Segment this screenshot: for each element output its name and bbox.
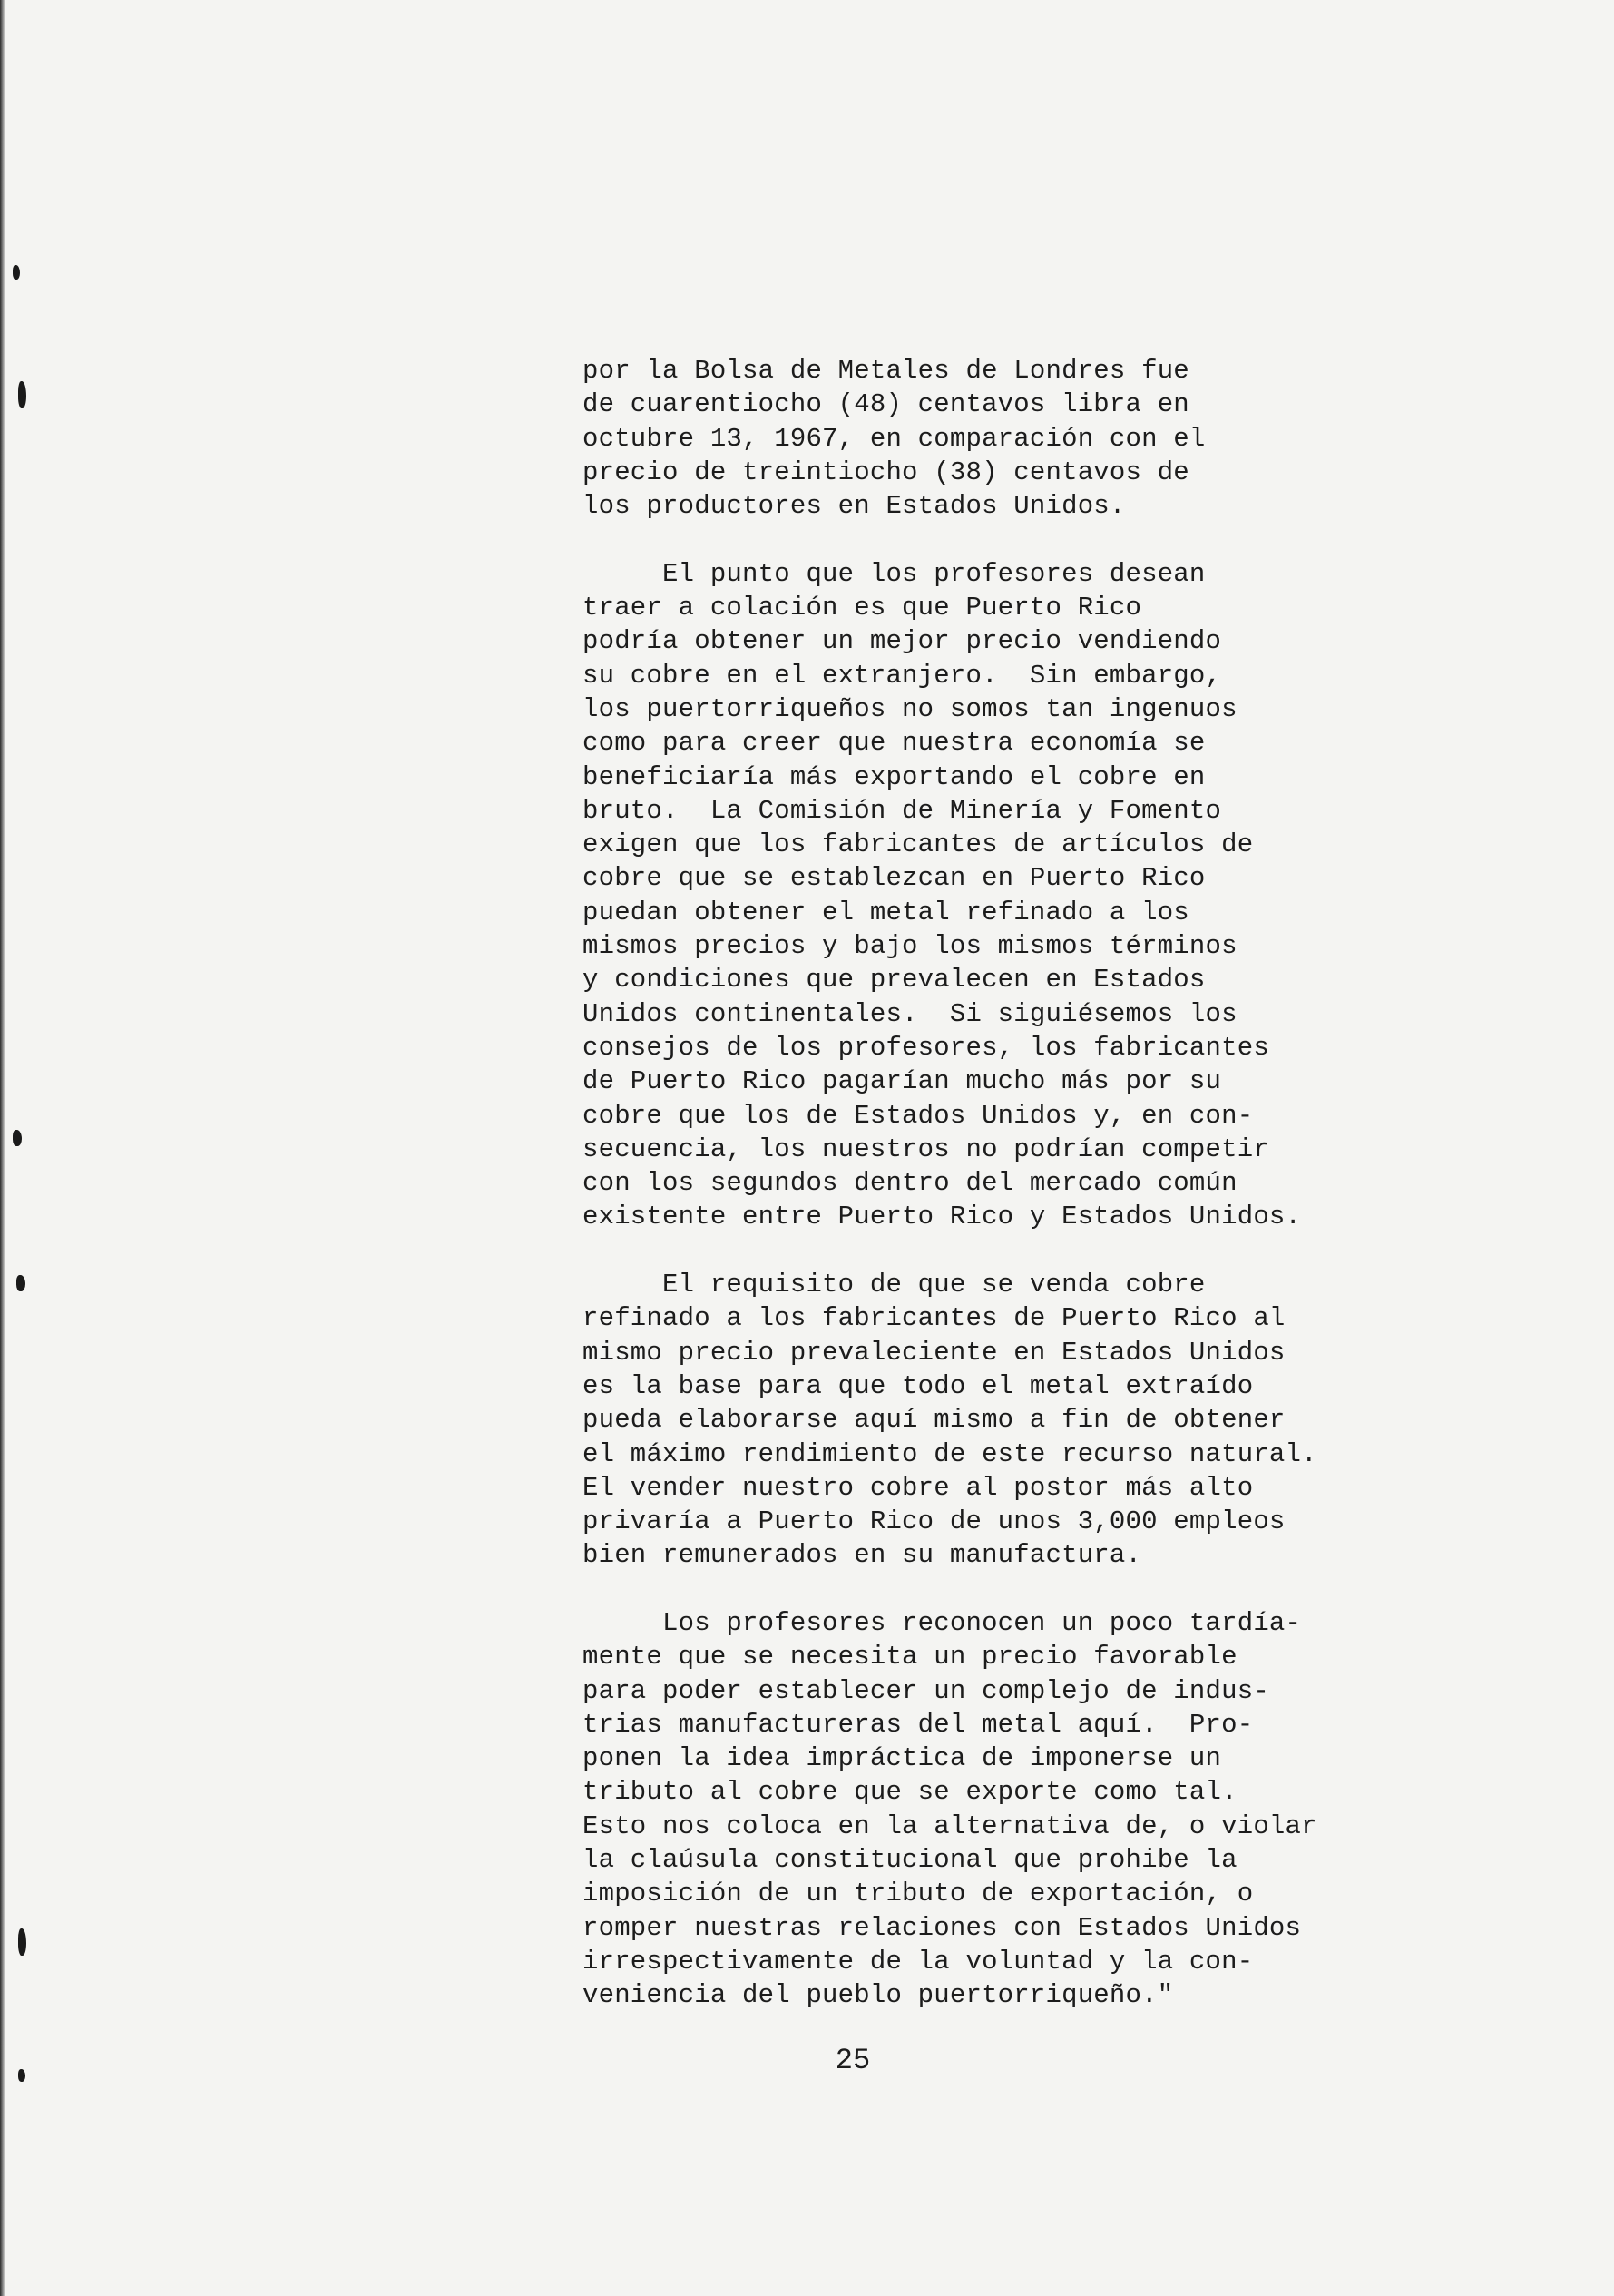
text-line: bien remunerados en su manufactura.	[582, 1540, 1142, 1571]
text-line: secuencia, los nuestros no podrían competir	[582, 1133, 1269, 1164]
text-line: refinado a los fabricantes de Puerto Rico al	[582, 1303, 1286, 1334]
text-line: de Puerto Rico pagarían mucho más por su	[582, 1066, 1222, 1097]
text-line: precio de treintiocho (38) centavos de	[582, 456, 1189, 487]
paragraph-spacer	[582, 523, 1490, 556]
text-line: la claúsula constitucional que prohibe la	[582, 1845, 1237, 1876]
text-line: traer a colación es que Puerto Rico	[582, 593, 1142, 623]
page-edge-shadow	[0, 0, 5, 2296]
paragraph-spacer	[582, 1234, 1490, 1268]
text-line: El requisito de que se venda cobre	[582, 1270, 1206, 1300]
text-line: mismo precio prevaleciente en Estados Unidos	[582, 1337, 1286, 1368]
margin-mark-3	[13, 1130, 22, 1146]
text-line: irrespectivamente de la voluntad y la con-	[582, 1946, 1254, 1977]
text-line: podría obtener un mejor precio vendiendo	[582, 626, 1222, 657]
text-line: los puertorriqueños no somos tan ingenuos	[582, 693, 1237, 724]
text-line: veniencia del pueblo puertorriqueño."	[582, 1980, 1174, 2011]
text-line: puedan obtener el metal refinado a los	[582, 897, 1189, 927]
text-line: El punto que los profesores desean	[582, 558, 1206, 589]
paragraph	[582, 557, 1490, 1234]
paragraph	[582, 1268, 1490, 1573]
text-line: trias manufactureras del metal aquí. Pro-	[582, 1709, 1254, 1740]
margin-mark-6	[18, 2069, 25, 2082]
margin-mark-4	[16, 1275, 25, 1291]
text-line: consejos de los profesores, los fabricantes	[582, 1032, 1269, 1063]
text-line: como para creer que nuestra economía se	[582, 728, 1206, 759]
text-line: El vender nuestro cobre al postor más alto	[582, 1472, 1254, 1503]
text-line: de cuarentiocho (48) centavos libra en	[582, 389, 1189, 420]
text-line: los productores en Estados Unidos.	[582, 491, 1126, 522]
text-line: Esto nos coloca en la alternativa de, o violar	[582, 1810, 1317, 1841]
paragraph	[582, 1606, 1490, 2013]
text-line: por la Bolsa de Metales de Londres fue	[582, 356, 1189, 386]
paragraph	[582, 354, 1490, 523]
text-line: y condiciones que prevalecen en Estados	[582, 965, 1206, 996]
text-line: exigen que los fabricantes de artículos de	[582, 829, 1254, 860]
text-line: imposición de un tributo de exportación, o	[582, 1879, 1254, 1909]
text-line: privaría a Puerto Rico de unos 3,000 empleos	[582, 1506, 1286, 1537]
text-line: Unidos continentales. Si siguiésemos los	[582, 998, 1237, 1029]
text-line: octubre 13, 1967, en comparación con el	[582, 423, 1206, 454]
text-line: cobre que los de Estados Unidos y, en con-	[582, 1100, 1254, 1131]
text-line: Los profesores reconocen un poco tardía-	[582, 1607, 1302, 1638]
margin-mark-1	[13, 265, 20, 280]
text-line: el máximo rendimiento de este recurso natural.	[582, 1438, 1317, 1469]
text-line: para poder establecer un complejo de indus-	[582, 1675, 1269, 1706]
paragraph-spacer	[582, 1573, 1490, 1606]
text-line: pueda elaborarse aquí mismo a fin de obtener	[582, 1405, 1286, 1436]
margin-mark-5	[18, 1928, 26, 1956]
text-line: romper nuestras relaciones con Estados Unidos	[582, 1912, 1302, 1943]
document-body	[582, 354, 1490, 2013]
text-line: con los segundos dentro del mercado común	[582, 1168, 1237, 1199]
text-line: bruto. La Comisión de Minería y Fomento	[582, 795, 1222, 826]
text-line: tributo al cobre que se exporte como tal.	[582, 1777, 1237, 1808]
text-line: mente que se necesita un precio favorable	[582, 1642, 1237, 1673]
text-line: cobre que se establezcan en Puerto Rico	[582, 863, 1206, 894]
text-line: su cobre en el extranjero. Sin embargo,	[582, 660, 1222, 691]
text-line: existente entre Puerto Rico y Estados Unidos.	[582, 1202, 1302, 1232]
text-line: es la base para que todo el metal extraído	[582, 1370, 1254, 1401]
text-line: mismos precios y bajo los mismos términos	[582, 931, 1237, 962]
page-number: 25	[835, 2044, 871, 2077]
margin-mark-2	[18, 381, 26, 408]
text-line: ponen la idea impráctica de imponerse un	[582, 1743, 1222, 1774]
text-line: beneficiaría más exportando el cobre en	[582, 761, 1206, 792]
